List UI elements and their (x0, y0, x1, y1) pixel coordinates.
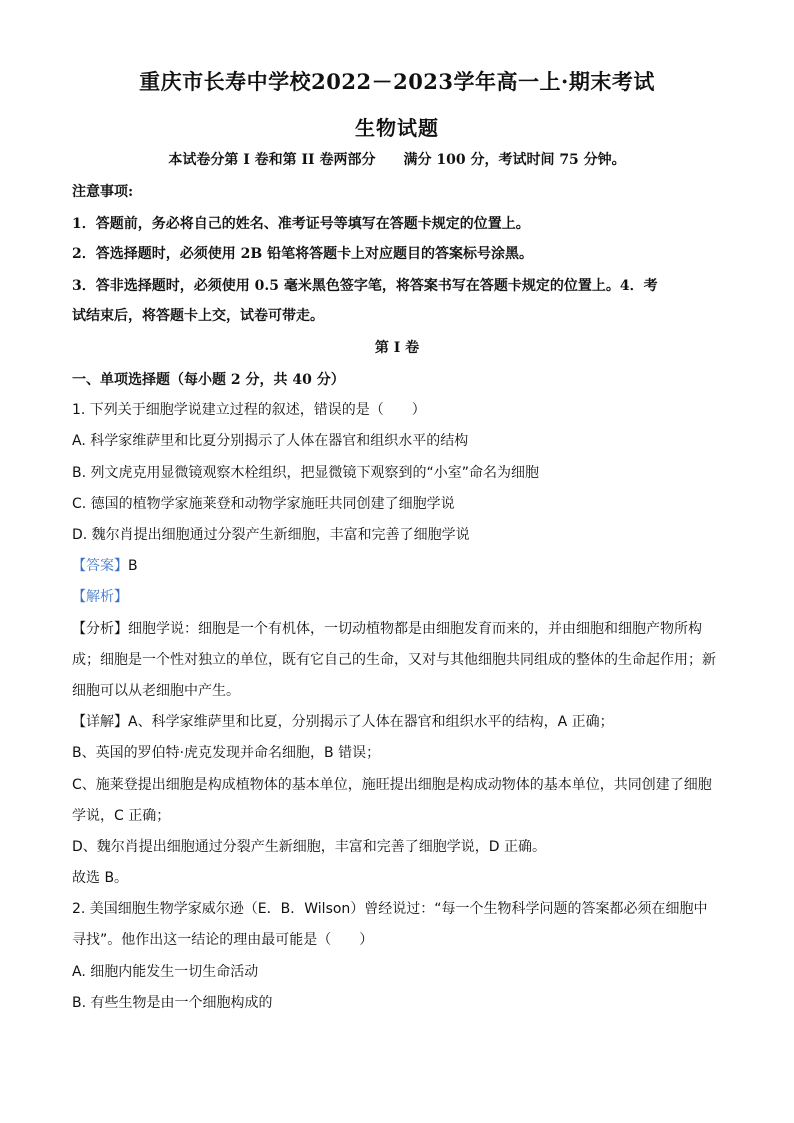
question-1-stem: 1. 下列关于细胞学说建立过程的叙述，错误的是（ ） (72, 402, 426, 418)
fenxi-line-2: 成；细胞是一个性对独立的单位，既有它自己的生命，又对与其他细胞共同组成的整体的生命起作用；新 (72, 652, 716, 668)
question-1-conclusion: 故选 B。 (72, 870, 129, 886)
xiangjie-line-b: B、英国的罗伯特·虎克发现并命名细胞，B 错误； (72, 745, 381, 761)
xiangjie-line-c2: 学说，C 正确； (72, 808, 171, 824)
xiangjie-tag: 【详解】 (72, 714, 128, 730)
answer-tag: 【答案】 (72, 558, 128, 574)
question-1-option-c: C. 德国的植物学家施莱登和动物学家施旺共同创建了细胞学说 (72, 496, 455, 512)
question-1-answer (72, 556, 732, 576)
fenxi-line-3: 细胞可以从老细胞中产生。 (72, 683, 240, 699)
notice-heading: 注意事项: (72, 184, 134, 200)
notice-item-1: 1．答题前，务必将自己的姓名、准考证号等填写在答题卡规定的位置上。 (72, 216, 530, 232)
section-heading: 一、单项选择题（每小题 2 分，共 40 分） (72, 372, 345, 388)
fenxi-text-1: 细胞学说：细胞是一个有机体，一切动植物都是由细胞发育而来的，并由细胞和细胞产物所构 (128, 621, 702, 637)
xiangjie-line-a (72, 712, 732, 732)
analysis-tag: 【解析】 (72, 589, 128, 605)
notice-item-3-line-1: 3．答非选择题时，必须使用 0.5 毫米黑色签字笔，将答案书写在答题卡规定的位置上。4．考 (72, 278, 658, 294)
fenxi-tag: 【分析】 (72, 621, 128, 637)
exam-title: 重庆市长寿中学校2022－2023学年高一上·期末考试 (139, 69, 655, 94)
xiangjie-line-c1: C、施莱登提出细胞是构成植物体的基本单位，施旺提出细胞是构成动物体的基本单位，共同创建了细胞 (72, 777, 712, 793)
question-1-option-d: D. 魏尔肖提出细胞通过分裂产生新细胞，丰富和完善了细胞学说 (72, 527, 470, 543)
volume-heading: 第 I 卷 (374, 340, 420, 356)
question-1-option-a: A. 科学家维萨里和比夏分别揭示了人体在器官和组织水平的结构 (72, 433, 469, 449)
xiangjie-line-d: D、魏尔肖提出细胞通过分裂产生新细胞，丰富和完善了细胞学说，D 正确。 (72, 839, 547, 855)
notice-item-3-line-2: 试结束后，将答题卡上交，试卷可带走。 (72, 308, 324, 324)
exam-subject: 生物试题 (355, 116, 439, 140)
question-1-option-b: B. 列文虎克用显微镜观察木栓组织，把显微镜下观察到的“小室”命名为细胞 (72, 465, 540, 481)
exam-info: 本试卷分第 I 卷和第 II 卷两部分 满分 100 分，考试时间 75 分钟。 (168, 152, 626, 168)
question-2-stem-line-2: 寻找”。他作出这一结论的理由最可能是（ ） (72, 932, 374, 948)
question-2-option-b: B. 有些生物是由一个细胞构成的 (72, 995, 273, 1011)
xiangjie-text-a: A、科学家维萨里和比夏，分别揭示了人体在器官和组织水平的结构，A 正确； (128, 714, 614, 730)
answer-value: B (128, 558, 138, 574)
question-2-stem-line-1: 2. 美国细胞生物学家威尔逊（E．B．Wilson）曾经说过：“每一个生物科学问题的答案都必须在细胞中 (72, 901, 708, 917)
notice-item-2: 2．答选择题时，必须使用 2B 铅笔将答题卡上对应题目的答案标号涂黑。 (72, 246, 534, 262)
fenxi-line-1 (72, 619, 732, 639)
question-2-option-a: A. 细胞内能发生一切生命活动 (72, 964, 259, 980)
